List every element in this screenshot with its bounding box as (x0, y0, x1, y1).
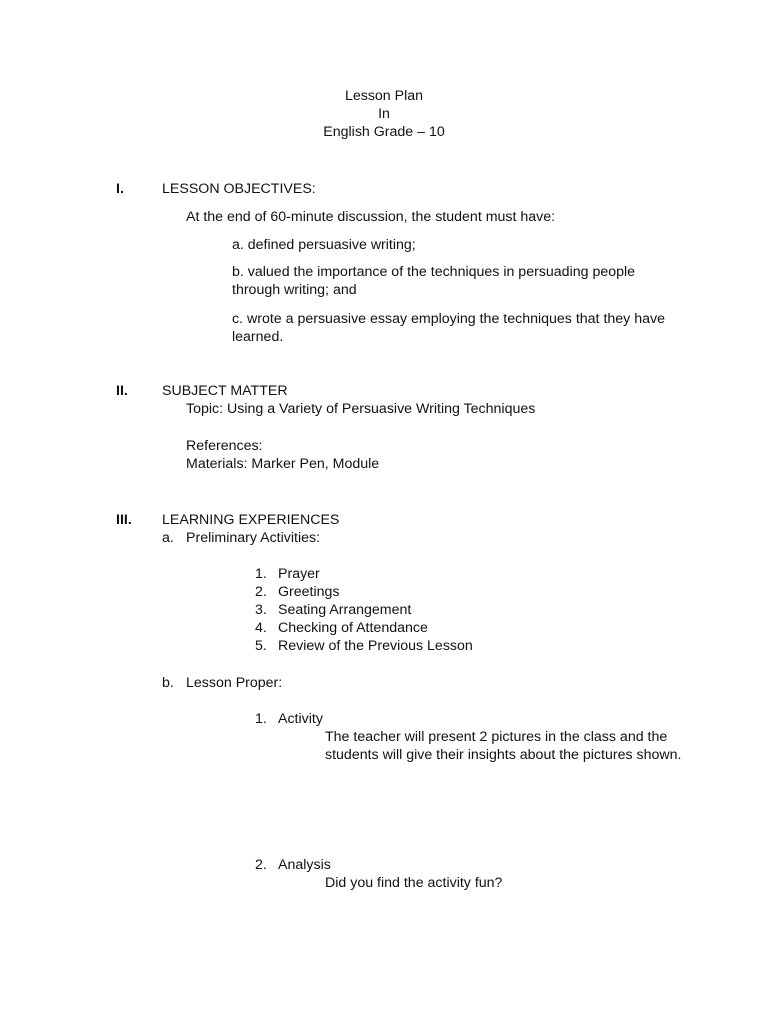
title-line-1: Lesson Plan (344, 88, 424, 104)
list-item-number: 1. (255, 566, 267, 582)
section-3-heading: LEARNING EXPERIENCES (162, 512, 340, 528)
objective-c: c. wrote a persuasive essay employing the techniques that they have learned. (232, 311, 665, 345)
references-line: References: (186, 438, 263, 454)
analysis-number: 2. (255, 857, 267, 873)
materials-line: Materials: Marker Pen, Module (186, 456, 380, 472)
proper-label: Lesson Proper: (186, 675, 283, 691)
analysis-question: Did you find the activity fun? (325, 875, 503, 891)
objective-b: b. valued the importance of the techniques in persuading people through writing; and (232, 264, 636, 298)
objective-a: a. defined persuasive writing; (232, 237, 416, 253)
section-1-numeral: I. (116, 181, 124, 197)
list-item-number: 4. (255, 620, 267, 636)
list-item: Checking of Attendance (278, 620, 428, 636)
list-item: Review of the Previous Lesson (278, 638, 473, 654)
objectives-intro: At the end of 60-minute discussion, the student must have: (186, 209, 556, 225)
analysis-label: Analysis (278, 857, 331, 873)
activity-label: Activity (278, 711, 323, 727)
title-line-2: In (378, 106, 390, 122)
list-item: Greetings (278, 584, 340, 600)
activity-description: The teacher will present 2 pictures in the class and the students will give their insights about the pictures shown. (325, 729, 682, 763)
title-line-3: English Grade – 10 (323, 124, 445, 140)
section-2-numeral: II. (116, 383, 128, 399)
section-2-heading: SUBJECT MATTER (162, 383, 288, 399)
section-3-numeral: III. (116, 512, 132, 528)
section-1-heading: LESSON OBJECTIVES: (162, 181, 316, 197)
topic-line: Topic: Using a Variety of Persuasive Writing Techniques (186, 401, 536, 417)
preliminary-label: Preliminary Activities: (186, 530, 321, 546)
list-item: Seating Arrangement (278, 602, 412, 618)
activity-number: 1. (255, 711, 267, 727)
list-item: Prayer (278, 566, 320, 582)
proper-marker: b. (162, 675, 174, 691)
preliminary-marker: a. (162, 530, 174, 546)
list-item-number: 2. (255, 584, 267, 600)
list-item-number: 5. (255, 638, 267, 654)
list-item-number: 3. (255, 602, 267, 618)
